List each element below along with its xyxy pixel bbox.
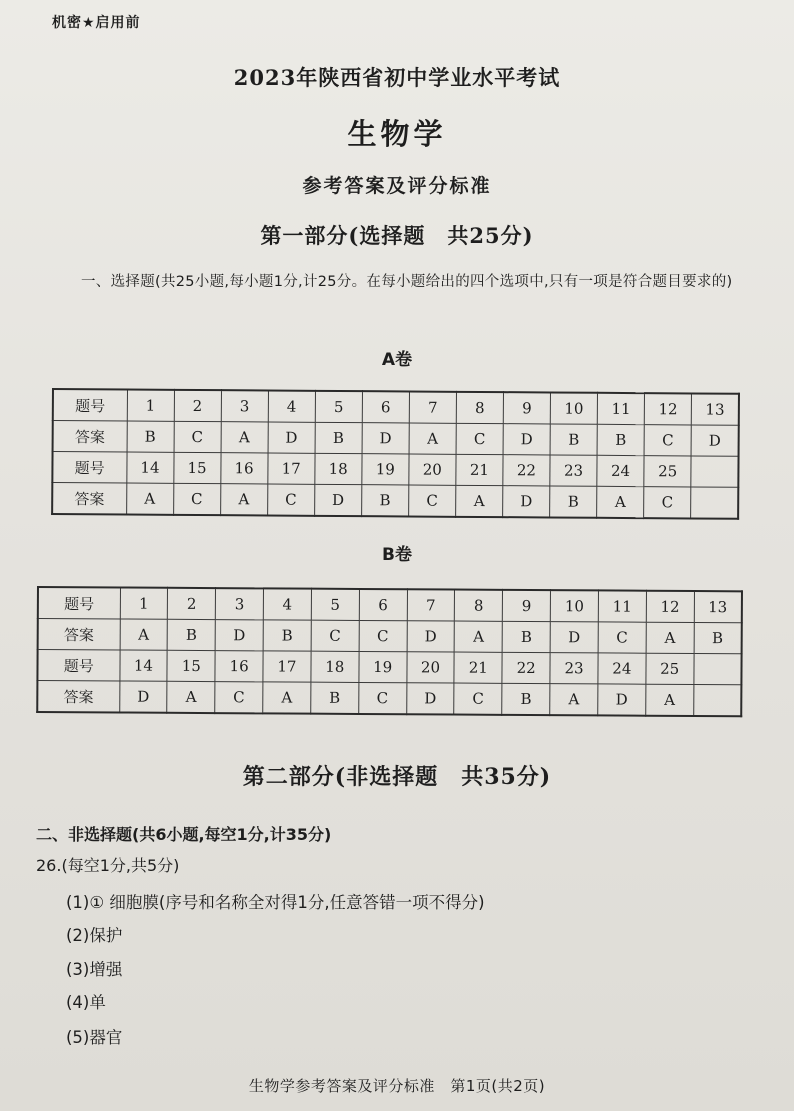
answer-cell: 9 bbox=[503, 392, 550, 424]
answer-cell: 1 bbox=[127, 390, 174, 422]
answer-cell: B bbox=[597, 424, 644, 455]
answer-cell: 7 bbox=[409, 391, 456, 423]
answer-table-row bbox=[37, 681, 741, 717]
answer-cell: A bbox=[263, 682, 311, 714]
answer-cell: B bbox=[315, 422, 362, 453]
answer-cell: 5 bbox=[315, 391, 362, 423]
answer-cell: C bbox=[267, 484, 314, 516]
answer-cell bbox=[694, 654, 742, 685]
answer-cell: D bbox=[119, 681, 167, 713]
answer-cell: 24 bbox=[598, 653, 646, 684]
answer-cell: 2 bbox=[174, 390, 221, 422]
answer-cell: C bbox=[174, 421, 221, 452]
answer-cell: A bbox=[456, 485, 503, 517]
answer-cell: 19 bbox=[362, 454, 409, 485]
answer-table-row bbox=[38, 587, 742, 623]
answer-cell: 2 bbox=[168, 588, 216, 620]
confidential-mark: 机密★启用前 bbox=[52, 15, 141, 31]
answer-cell: D bbox=[598, 684, 646, 716]
answer-cell: C bbox=[311, 620, 359, 651]
document-subtitle: 参考答案及评分标准 bbox=[302, 175, 492, 197]
row-header-cell: 答案 bbox=[52, 483, 126, 515]
answer-line: (5)器官 bbox=[66, 1028, 123, 1047]
answer-cell: D bbox=[406, 683, 454, 715]
answer-cell: 6 bbox=[359, 589, 407, 621]
answer-cell: C bbox=[359, 620, 407, 651]
answer-cell bbox=[691, 456, 738, 487]
row-header-cell: 题号 bbox=[38, 587, 120, 619]
answer-cell: D bbox=[503, 424, 550, 455]
answer-cell: C bbox=[598, 622, 646, 653]
answer-cell: D bbox=[362, 423, 409, 454]
answer-cell: B bbox=[550, 486, 597, 518]
answer-cell: 17 bbox=[263, 651, 311, 682]
answer-cell: D bbox=[503, 486, 550, 518]
answer-cell: 20 bbox=[409, 454, 456, 485]
answer-line: (2)保护 bbox=[66, 926, 123, 945]
answer-cell: A bbox=[646, 622, 694, 653]
answer-cell: 10 bbox=[550, 590, 598, 622]
answer-cell: 14 bbox=[126, 452, 173, 483]
answer-cell: A bbox=[409, 423, 456, 454]
section2-instruction: 二、非选择题(共6小题,每空1分,计35分) bbox=[36, 825, 332, 844]
answer-cell: D bbox=[268, 422, 315, 453]
answer-cell: B bbox=[127, 421, 174, 452]
answer-cell: D bbox=[691, 425, 738, 456]
part1-instruction: 一、选择题(共25小题,每小题1分,计25分。在每小题给出的四个选项中,只有一项是符合题目要求的) bbox=[81, 274, 733, 290]
answer-cell: 20 bbox=[406, 652, 454, 683]
answer-cell: 8 bbox=[456, 392, 503, 424]
page-footer: 生物学参考答案及评分标准 第1页(共2页) bbox=[248, 1077, 546, 1095]
answer-cell: 13 bbox=[694, 591, 742, 623]
answer-cell: D bbox=[407, 621, 455, 652]
answer-cell: 10 bbox=[550, 392, 597, 424]
answer-cell: 1 bbox=[120, 588, 168, 620]
answer-cell: 23 bbox=[550, 653, 598, 684]
answer-cell: C bbox=[358, 682, 406, 714]
answer-cell: 22 bbox=[503, 455, 550, 486]
answer-cell: 15 bbox=[173, 452, 220, 483]
answer-cell: 5 bbox=[311, 589, 359, 621]
row-header-cell: 答案 bbox=[38, 619, 120, 651]
answer-cell: 25 bbox=[646, 653, 694, 684]
answer-cell: C bbox=[644, 487, 691, 519]
answer-cell: 19 bbox=[359, 651, 407, 682]
answer-table-row bbox=[52, 483, 738, 519]
answer-cell: B bbox=[694, 623, 742, 654]
answer-cell: D bbox=[550, 622, 598, 653]
answer-table-row bbox=[52, 452, 738, 488]
answer-cell: D bbox=[314, 484, 361, 516]
answer-cell: 17 bbox=[268, 453, 315, 484]
answer-cell: C bbox=[454, 683, 502, 715]
answer-cell: C bbox=[215, 682, 263, 714]
answer-cell: A bbox=[646, 684, 694, 716]
row-header-cell: 答案 bbox=[53, 421, 127, 453]
answer-cell: D bbox=[215, 620, 263, 651]
volume-a-label: A卷 bbox=[381, 350, 413, 370]
answer-cell: 21 bbox=[456, 454, 503, 485]
answer-table-row bbox=[53, 389, 739, 425]
answer-cell: B bbox=[311, 682, 359, 714]
answer-table-row bbox=[37, 650, 741, 685]
answer-cell: B bbox=[502, 621, 550, 652]
answer-cell: 3 bbox=[221, 390, 268, 422]
answer-cell: 13 bbox=[692, 393, 739, 425]
answer-cell: 4 bbox=[268, 391, 315, 423]
answer-cell: 14 bbox=[119, 650, 167, 681]
row-header-cell: 题号 bbox=[53, 389, 127, 421]
answer-cell: B bbox=[263, 620, 311, 651]
answer-cell: A bbox=[167, 681, 215, 713]
answer-cell: 16 bbox=[220, 453, 267, 484]
answer-cell: C bbox=[173, 483, 220, 515]
answer-table-row bbox=[38, 619, 742, 654]
answer-cell: 3 bbox=[215, 588, 263, 620]
answer-cell: A bbox=[597, 486, 644, 518]
part2-heading: 第二部分(非选择题 共35分) bbox=[242, 764, 552, 790]
answer-cell: C bbox=[408, 485, 455, 517]
answer-cell bbox=[693, 685, 741, 717]
part1-heading: 第一部分(选择题 共25分) bbox=[260, 223, 534, 248]
answer-cell bbox=[691, 487, 738, 519]
answer-cell: 12 bbox=[646, 591, 694, 623]
answer-cell: C bbox=[644, 425, 691, 456]
answer-cell: 8 bbox=[455, 590, 503, 622]
answer-cell: 25 bbox=[644, 456, 691, 487]
answer-cell: 22 bbox=[502, 652, 550, 683]
volume-a-answer-table bbox=[51, 388, 740, 520]
answer-line: (3)增强 bbox=[66, 960, 123, 979]
answer-cell: C bbox=[456, 423, 503, 454]
answer-cell: 21 bbox=[454, 652, 502, 683]
answer-cell: 9 bbox=[503, 590, 551, 622]
answer-cell: 4 bbox=[263, 588, 311, 620]
answer-cell: A bbox=[120, 619, 168, 650]
answer-cell: B bbox=[550, 424, 597, 455]
answer-cell: A bbox=[550, 684, 598, 716]
answer-cell: 6 bbox=[362, 391, 409, 423]
answer-cell: A bbox=[126, 483, 173, 515]
answer-cell: B bbox=[361, 485, 408, 517]
answer-line: (1)① 细胞膜(序号和名称全对得1分,任意答错一项不得分) bbox=[66, 893, 485, 912]
question-26-heading: 26.(每空1分,共5分) bbox=[36, 856, 180, 875]
volume-b-answer-table bbox=[36, 586, 743, 717]
answer-table-row bbox=[53, 421, 739, 457]
answer-cell: 23 bbox=[550, 455, 597, 486]
answer-cell: 15 bbox=[167, 650, 215, 681]
row-header-cell: 题号 bbox=[37, 650, 119, 682]
answer-cell: A bbox=[455, 621, 503, 652]
answer-cell: 11 bbox=[597, 393, 644, 425]
answer-cell: 24 bbox=[597, 455, 644, 486]
row-header-cell: 答案 bbox=[37, 681, 119, 713]
answer-cell: A bbox=[220, 484, 267, 516]
answer-cell: 12 bbox=[644, 393, 691, 425]
exam-title: 2023年陕西省初中学业水平考试 bbox=[233, 65, 561, 90]
subject-title: 生物学 bbox=[347, 117, 447, 151]
answer-cell: 16 bbox=[215, 651, 263, 682]
answer-cell: B bbox=[502, 683, 550, 715]
answer-cell: 18 bbox=[311, 651, 359, 682]
volume-b-label: B卷 bbox=[382, 545, 412, 565]
row-header-cell: 题号 bbox=[52, 452, 126, 484]
answer-line: (4)单 bbox=[66, 993, 106, 1012]
answer-cell: 11 bbox=[598, 590, 646, 622]
answer-cell: A bbox=[221, 422, 268, 453]
answer-cell: 7 bbox=[407, 589, 455, 621]
answer-cell: B bbox=[167, 619, 215, 650]
answer-cell: 18 bbox=[315, 453, 362, 484]
